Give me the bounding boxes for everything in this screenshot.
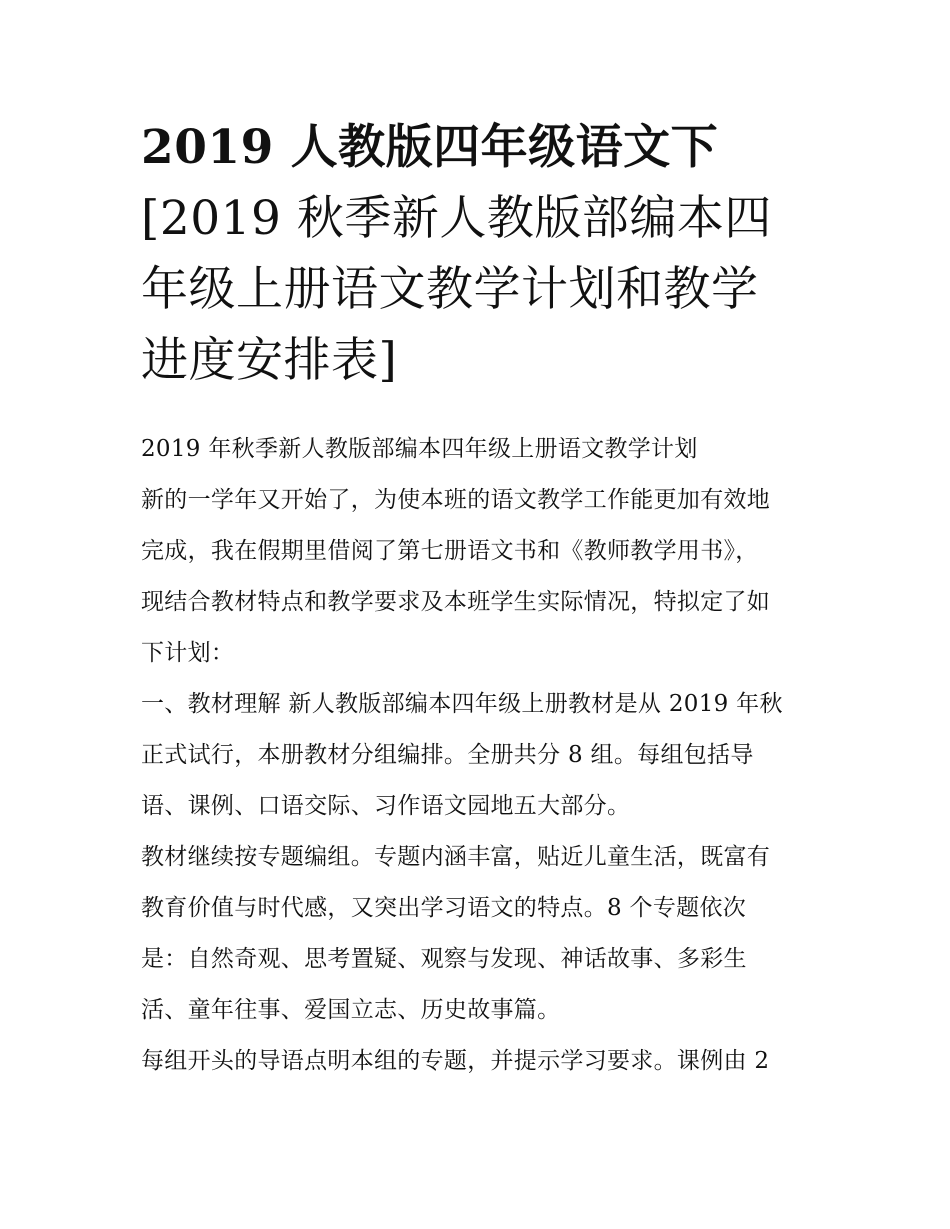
body-line: 语、课例、口语交际、习作语文园地五大部分。: [141, 793, 631, 819]
title-line: [2019 秋季新人教版部编本四: [141, 191, 772, 246]
document-title: [141, 112, 821, 396]
body-line: 正式试行，本册教材分组编排。全册共分 8 组。每组包括导: [141, 742, 754, 768]
document-page: [141, 112, 821, 1087]
title-line: 2019 人教版四年级语文下: [141, 120, 719, 175]
title-line: 进度安排表]: [141, 333, 398, 388]
body-line: 下计划：: [141, 640, 235, 666]
body-line: 一、教材理解 新人教版部编本四年级上册教材是从 2019 年秋: [141, 691, 783, 717]
body-line: 完成，我在假期里借阅了第七册语文书和《教师教学用书》，: [141, 538, 759, 564]
body-line: 是：自然奇观、思考置疑、观察与发现、神话故事、多彩生: [141, 946, 747, 972]
body-line: 现结合教材特点和教学要求及本班学生实际情况，特拟定了如: [141, 589, 771, 615]
body-line: 新的一学年又开始了，为使本班的语文教学工作能更加有效地: [141, 487, 771, 513]
title-line: 年级上册语文教学计划和教学: [141, 262, 759, 317]
body-line: 教育价值与时代感，又突出学习语文的特点。8 个专题依次: [141, 895, 747, 921]
body-line: 每组开头的导语点明本组的专题，并提示学习要求。课例由 2: [141, 1048, 770, 1074]
body-line: 2019 年秋季新人教版部编本四年级上册语文教学计划: [141, 436, 698, 462]
body-line: 教材继续按专题编组。专题内涵丰富，贴近儿童生活，既富有: [141, 844, 771, 870]
document-body: [141, 424, 821, 1087]
body-line: 活、童年往事、爱国立志、历史故事篇。: [141, 997, 561, 1023]
